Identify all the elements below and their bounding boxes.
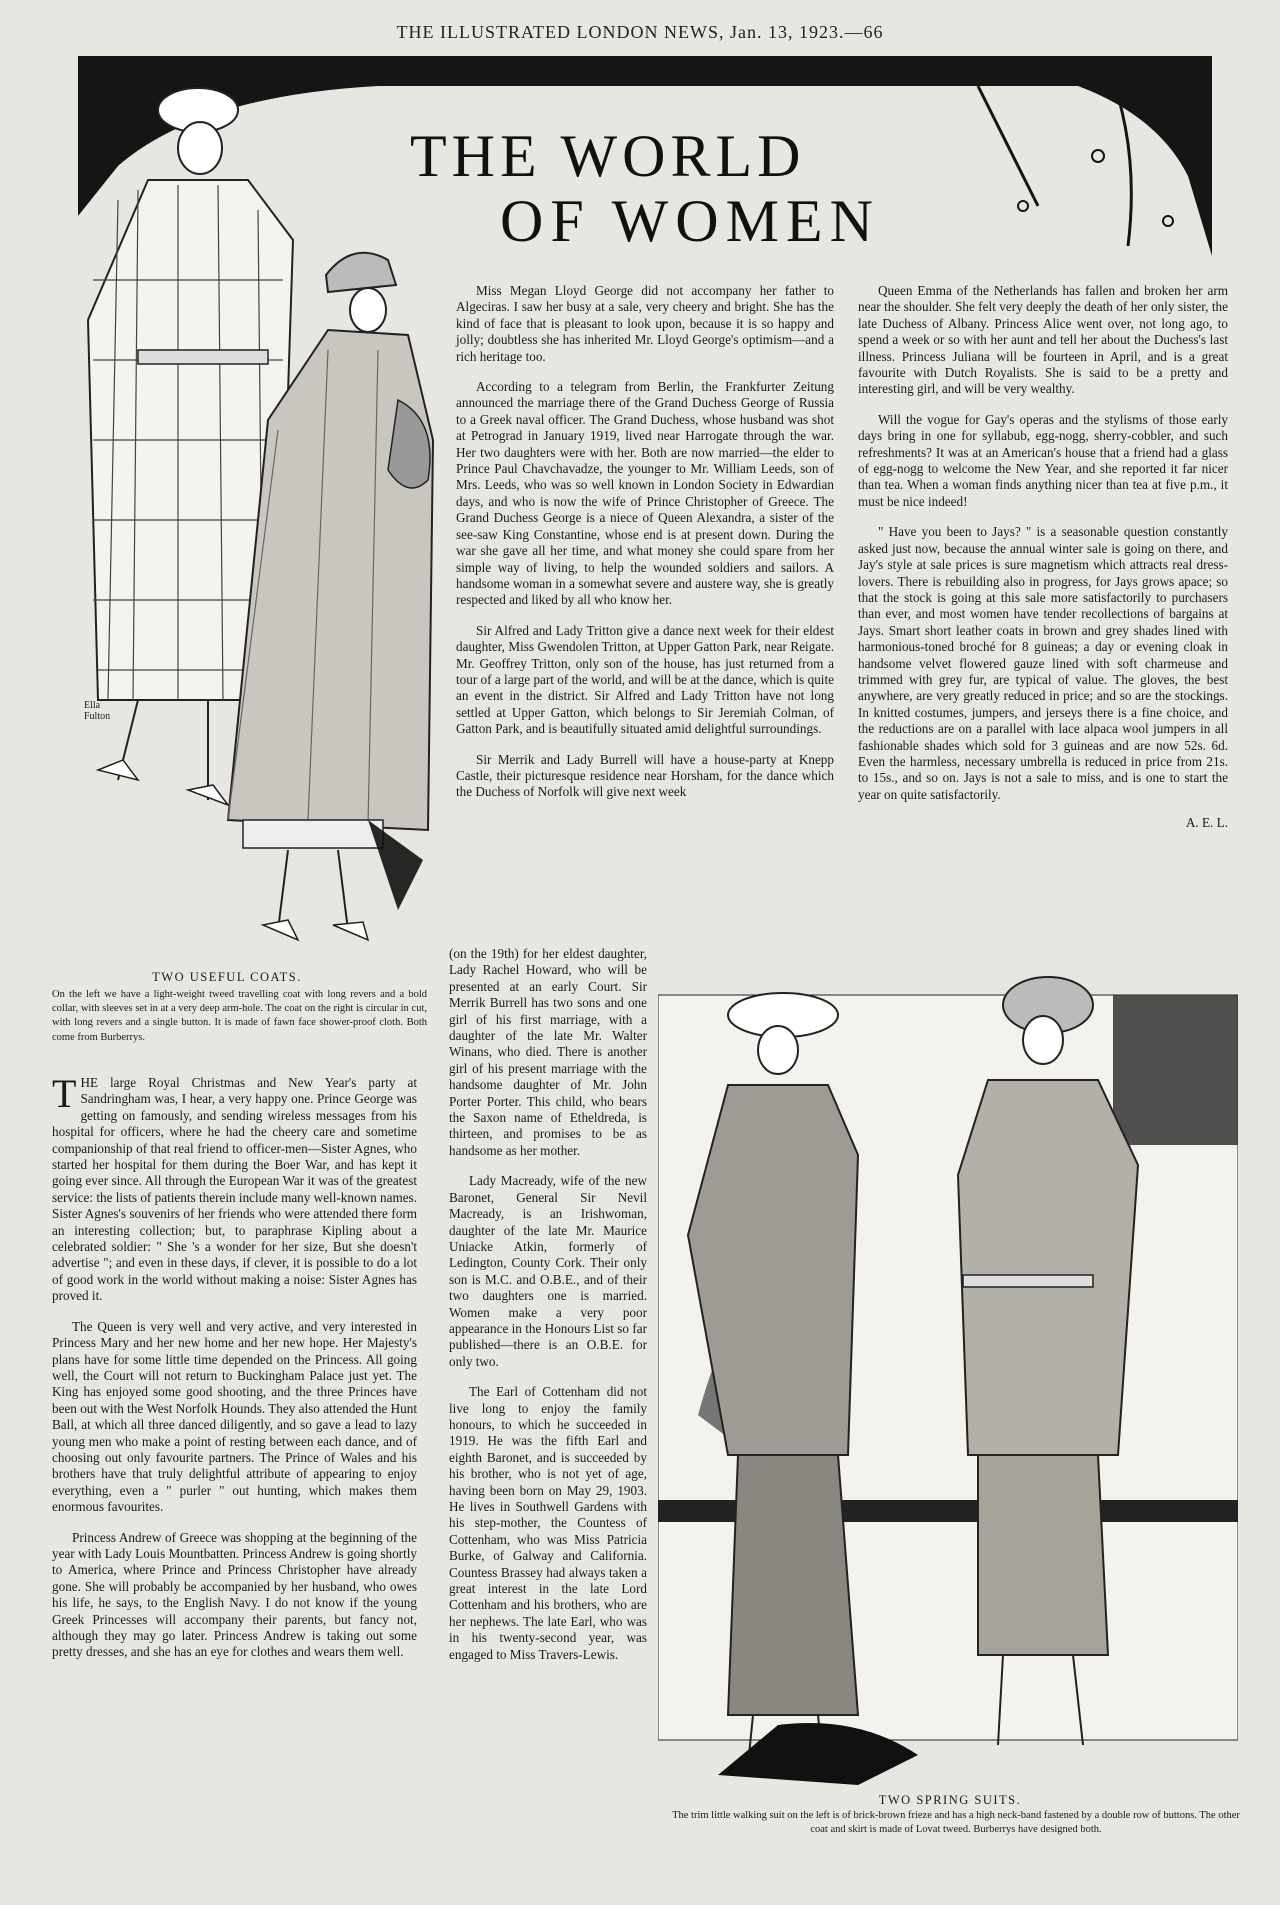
paragraph: " Have you been to Jays? " is a seasonable question constantly asked just now, because the annual winter sale is going on there, and Jay's style at sale prices is sure magnetism which attracts real dress-lovers. There is rebuilding also in progress, for Jays grows apace; so that the stock is going at this sale more satisfactorily to purchasers than ever, and most women have tender recollections of bargains at Jays. Smart short leather coats in brown and grey shades lined with harmonious-toned broché for 8 guineas; a day or evening cloak in handsome velvet flowered gauze lined with soft charmeuse and trimmed with grey fur, are typical of value. The gloves, the best anywhere, are very greatly reduced in price; and so are the stockings. In knitted costumes, jumpers, and jerseys there is a fine choice, and the reductions are on a parallel with lace alpaca wool jumpers in all fashionable shades which sold for 3 guineas and are now 52s. 6d. Even the harmless, necessary umbrella is reduced in price from 21s. to 15s., and so on. Jays is not a sale to miss, and is one to start the year on quite satisfactorily.: [858, 524, 1228, 802]
paragraph: Lady Macready, wife of the new Baronet, General Sir Nevil Macready, is an Irishwoman, daughter of the late Mr. Maurice Uniacke Atkin, formerly of Ledington, County Cork. Their only son is M.C. and O.B.E., and of their two daughters one is married. Women make a very poor appearance in the Honours List so far published—there is an O.B.E. for only two.: [449, 1173, 647, 1369]
two-spring-suits-illustration: [658, 955, 1238, 1785]
figure1-caption-body: On the left we have a light-weight tweed travelling coat with long revers and a bold collar, with sleeves set in at a very deep arm-hole. The coat on the right is circular in cut, with long revers and a single button. It is made of fawn face shower-proof cloth. Both come from Burberrys.: [52, 989, 427, 1043]
paragraph: Sir Merrik and Lady Burrell will have a house-party at Knepp Castle, their picturesque residence near Horsham, for the dance which the Duchess of Norfolk will give next week: [456, 751, 834, 800]
page-title: [400, 122, 960, 256]
article-column-right: [858, 283, 1228, 832]
title-line-2: OF WOMEN: [500, 188, 880, 254]
title-line-1: THE WORLD: [410, 123, 806, 189]
paragraph: According to a telegram from Berlin, the Frankfurter Zeitung announced the marriage there of the Grand Duchess George of Russia to a Greek naval officer. The Grand Duchess, whose husband was shot at Petrograd in January 1919, lived near Harrogate through the war. Her two daughters were with her. Both are now married—the elder to Prince Paul Chavchavadze, the younger to Mr. William Leeds, son of Mrs. Leeds, who was so well known in London Society in Edwardian days, and who is now the wife of Prince Christopher of Greece. The Grand Duchess George is a niece of Queen Alexandra, a sister of the see-saw King Constantine, whose end is at present down. During the war she gave all her time, and what money she could spare from her simple way of living, to help the wounded soldiers and sailors. A handsome woman in a somewhat severe and austere way, she is greatly respected and liked by all who know her.: [456, 379, 834, 608]
paragraph: Sir Alfred and Lady Tritton give a dance next week for their eldest daughter, Miss Gwendolen Tritton, at Upper Gatton Park, near Reigate. Mr. Geoffrey Tritton, only son of the house, has just returned from a tour of a large part of the world, and will be at the dance, which is quite an event in the district. Sir Alfred and Lady Tritton have not long settled at Upper Gatton, which belongs to Sir Jeremiah Colman, of Gatton Park, and is beautifully situated amid delightful surroundings.: [456, 622, 834, 737]
paragraph: Will the vogue for Gay's operas and the stylisms of those early days bring in one for syllabub, egg-nogg, sherry-cobbler, and such refreshments? It was at an American's house that a friend had a glass of egg-nogg to welcome the New Year, and she reported it far nicer than tea. When a woman finds anything nicer than tea at five p.m., it must be nice indeed!: [858, 411, 1228, 509]
figure2-caption-title: TWO SPRING SUITS.: [878, 1793, 1022, 1807]
paragraph: [52, 1071, 417, 1305]
author-signoff: A. E. L.: [1185, 815, 1228, 831]
paragraph: (on the 19th) for her eldest daughter, Lady Rachel Howard, who will be presented at an early Court. Sir Merrik Burrell has two sons and one girl of his first marriage, with a daughter of the late Mr. Walter Winans, who died. There is another girl of his present marriage with the handsome daughter of Mr. John Porter Porter. This child, who bears the Saxon name of Etheldreda, is thirteen, and promises to be as handsome as her mother.: [449, 946, 647, 1158]
two-useful-coats-illustration: [78, 60, 438, 960]
article-column-middle: [456, 283, 834, 815]
article-column-middle-narrow: [449, 946, 647, 1677]
paragraph: The Queen is very well and very active, and very interested in Princess Mary and her new home and her new hope. Her Majesty's plans have for some little time depended on the Princess. All going well, the Court will not return to Buckingham Palace just yet. The King has enjoyed some good shooting, and the three Princes have been out with the West Norfolk Hounds. They also attended the Hunt Ball, at which all three danced diligently, and so gave a lead to lazy young men who make a point of resting between each dance, and of choosing out only favourite partners. The Prince of Wales and his brothers have that truly delightful attribute of appearing to enjoy everything, even a " purler " out hunting, which makes them enormous favourites.: [52, 1318, 417, 1515]
artist-signature: Ella Fulton: [84, 700, 111, 722]
figure2-caption-body: The trim little walking suit on the left is of brick-brown frieze and has a high neck-band fastened by a double row of buttons. The other coat and skirt is made of Lovat tweed. Burberrys have designed both.: [672, 1810, 1240, 1836]
figure1-caption-title: TWO USEFUL COATS.: [152, 970, 302, 984]
paragraph: Princess Andrew of Greece was shopping at the beginning of the year with Lady Louis Mountbatten. Princess Andrew is going shortly to America, where Prince and Princess Christopher have already gone. She will probably be accompanied by her husband, who owes his life, he says, to the English Navy. I do not know if the young Greek Princesses will accompany their parents, but fancy not, although they may go later. Princess Andrew is taking out some pretty dresses, and she has an eye for clothes and wears them well.: [52, 1529, 417, 1660]
drop-cap: T: [52, 1071, 77, 1116]
paragraph: Queen Emma of the Netherlands has fallen and broken her arm near the shoulder. She felt very deeply the death of her only sister, the late Duchess of Albany. Princess Alice went over, not long ago, to spend a week or so with her aunt and tell her about the Duchess's last illness. Princess Juliana will be fourteen in April, and is a great favourite with Dutch Royalists. She is said to be a pretty and interesting girl, and will be very wealthy.: [858, 283, 1228, 397]
article-column-left: [52, 1071, 417, 1675]
paragraph: Miss Megan Lloyd George did not accompany her father to Algeciras. I saw her busy at a sale, very cheery and bright. She has the kind of face that is pleasant to look upon, because it is so happy and jolly; doubtless she has inherited Mr. Lloyd George's optimism—and a rich heritage too.: [456, 283, 834, 364]
running-head: THE ILLUSTRATED LONDON NEWS, Jan. 13, 1923.—66: [396, 22, 884, 42]
paragraph: The Earl of Cottenham did not live long to enjoy the family honours, to which he succeeded in 1919. He was the fifth Earl and eighth Baronet, and is succeeded by his brother, who is not yet of age, having been born on May 29, 1903. He lives in Southwell Gardens with his step-mother, the Countess of Cottenham, who was Miss Patricia Burke, of Galway and California. Countess Brassey had always taken a great interest in the late Lord Cottenham and his brothers, who are her nephews. The late Earl, who was in his twenty-second year, was engaged to Miss Travers-Lewis.: [449, 1384, 647, 1662]
paragraph-text: HE large Royal Christmas and New Year's party at Sandringham was, I hear, a very happy one. Prince George was getting on famously, and sending wireless messages from his hospital for officers, where he had the cheery care and sometime companionship of that real friend to officer-men—Sister Agnes, who started her hospital for them during the Boer War, and has kept it going ever since. All through the European War it was of the greatest service: the lists of patients therein include many well-known names. Sister Agnes's souvenirs of her friends who were attended there form an interesting collection; but, to paraphrase Kipling about a celebrated soldier: " She 's a wonder for her size, But she doesn't advertise "; and even in these days, if clever, it is possible to do a lot of good work in the world without making a noise: Sister Agnes has proved it.: [52, 1075, 417, 1304]
